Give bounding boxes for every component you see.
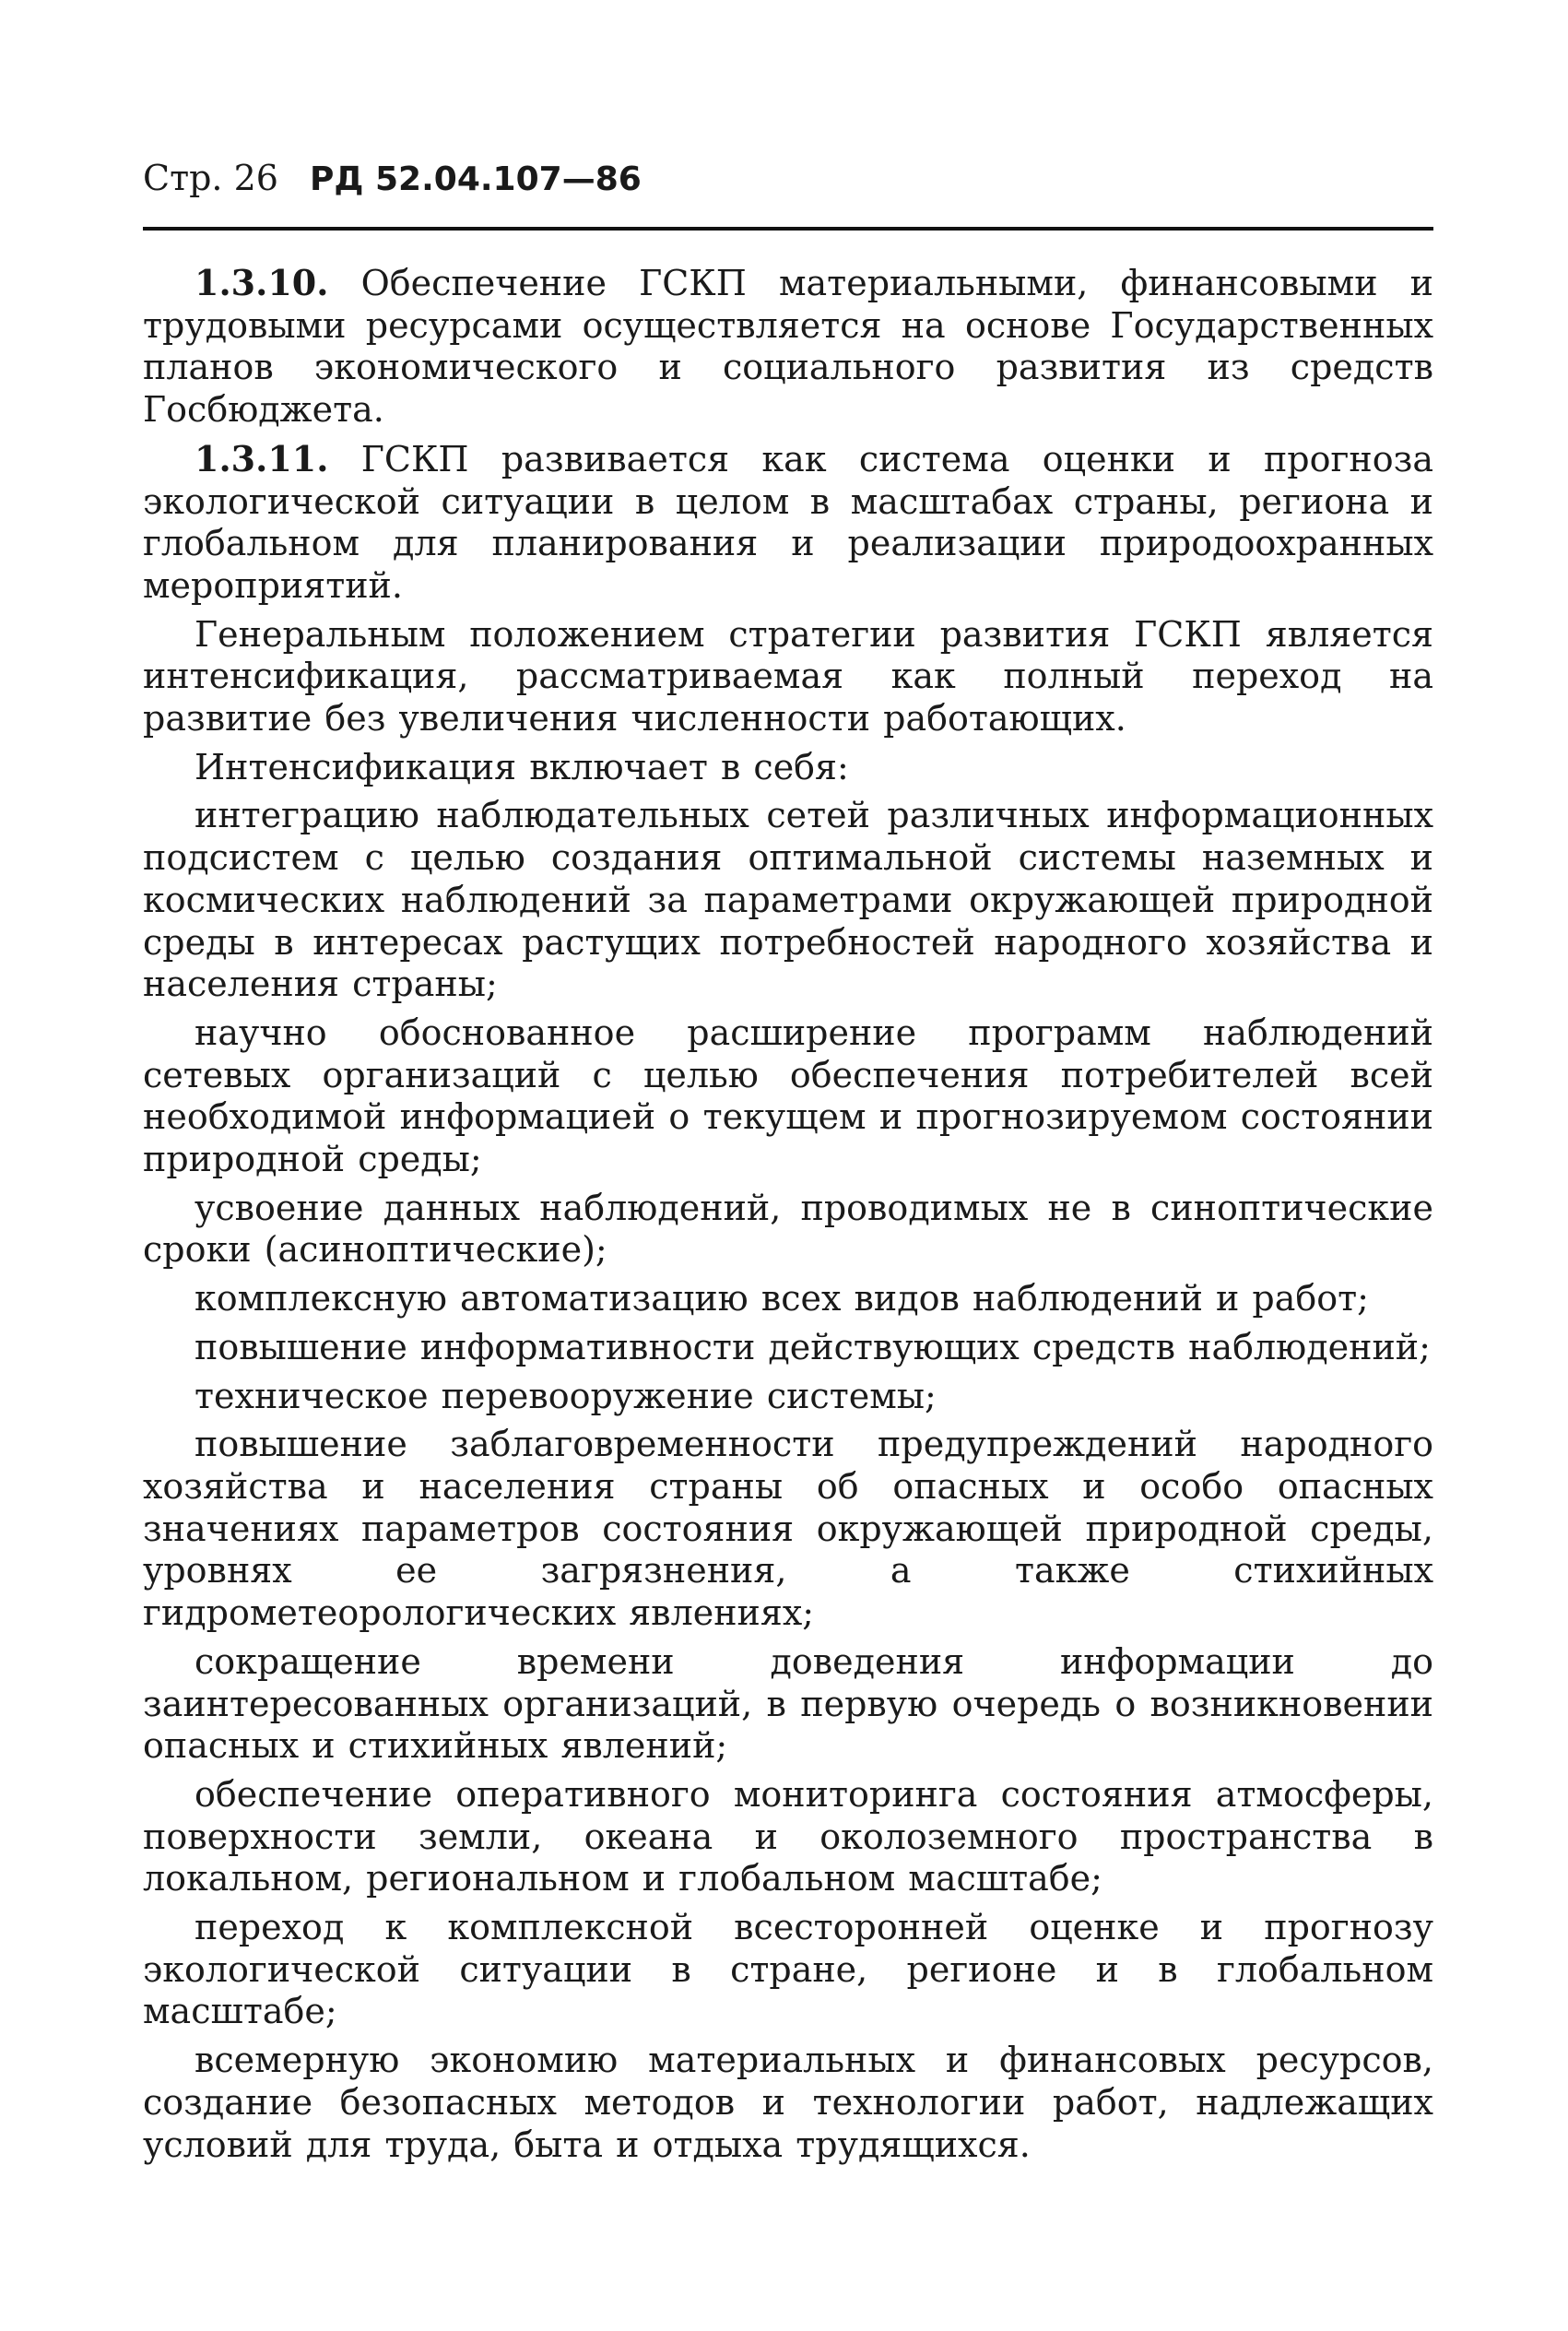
list-item: комплексную автоматизацию всех видов наблюдений и работ; bbox=[195, 1278, 1369, 1319]
list-item: научно обоснованное расширение программ наблюдений сетевых организаций с целью обеспечения потребителей всей необходимой информацией о текущем и прогнозируемом состоянии природной среды; bbox=[143, 1012, 1433, 1180]
page-header bbox=[143, 157, 1433, 201]
paragraph-text: ГСКП развивается как система оценки и прогноза экологической ситуации в целом в масштабах страны, региона и глобальном для планирования и реализации природоохранных мероприятий. bbox=[143, 438, 1433, 606]
clause-1-3-10 bbox=[143, 262, 1433, 432]
paragraph-text: Обеспечение ГСКП материальными, финансовыми и трудовыми ресурсами осуществляется на основе Государственных планов экономического и социального развития из средств Госбюджета. bbox=[143, 263, 1433, 431]
page-number: Стр. 26 bbox=[143, 158, 278, 198]
list-item: техническое перевооружение системы; bbox=[195, 1375, 937, 1416]
document-code: РД 52.04.107—86 bbox=[310, 160, 642, 198]
paragraph: Генеральным положением стратегии развития ГСКП является интенсификация, рассматриваемая как полный переход на развитие без увеличения численности работающих. bbox=[143, 613, 1433, 740]
list-item: переход к комплексной всесторонней оценке и прогнозу экологической ситуации в стране, регионе и в глобальном масштабе; bbox=[143, 1907, 1433, 2032]
document-page bbox=[143, 157, 1433, 2172]
list-item: сокращение времени доведения информации до заинтересованных организаций, в первую очередь о возникновении опасных и стихийных явлений; bbox=[143, 1640, 1433, 1767]
paragraph: Интенсификация включает в себя: bbox=[195, 746, 849, 787]
list-item: обеспечение оперативного мониторинга состояния атмосферы, поверхности земли, океана и околоземного пространства в локальном, региональном и глобальном масштабе; bbox=[143, 1773, 1433, 1899]
header-divider bbox=[143, 227, 1433, 231]
list-item: повышение заблаговременности предупреждений народного хозяйства и населения страны об опасных и особо опасных значениях параметров состояния окружающей природной среды, уровнях ее загрязнения, а также стихийных гидрометеорологических явлениях; bbox=[143, 1424, 1433, 1634]
clause-1-3-11 bbox=[143, 438, 1433, 608]
list-item: усвоение данных наблюдений, проводимых не в синоптические сроки (асиноптические); bbox=[143, 1187, 1433, 1271]
list-item: повышение информативности действующих средств наблюдений; bbox=[195, 1326, 1431, 1367]
clause-number: 1.3.10. bbox=[195, 262, 329, 303]
clause-number: 1.3.11. bbox=[195, 437, 329, 479]
list-item: интеграцию наблюдательных сетей различных информационных подсистем с целью создания оптимальной системы наземных и космических наблюдений за параметрами окружающей природной среды в интересах растущих потребностей народного хозяйства и населения страны; bbox=[143, 795, 1433, 1005]
document-body bbox=[143, 262, 1433, 2166]
list-item: всемерную экономию материальных и финансовых ресурсов, создание безопасных методов и технологии работ, надлежащих условий для труда, быта и отдыха трудящихся. bbox=[143, 2040, 1433, 2165]
